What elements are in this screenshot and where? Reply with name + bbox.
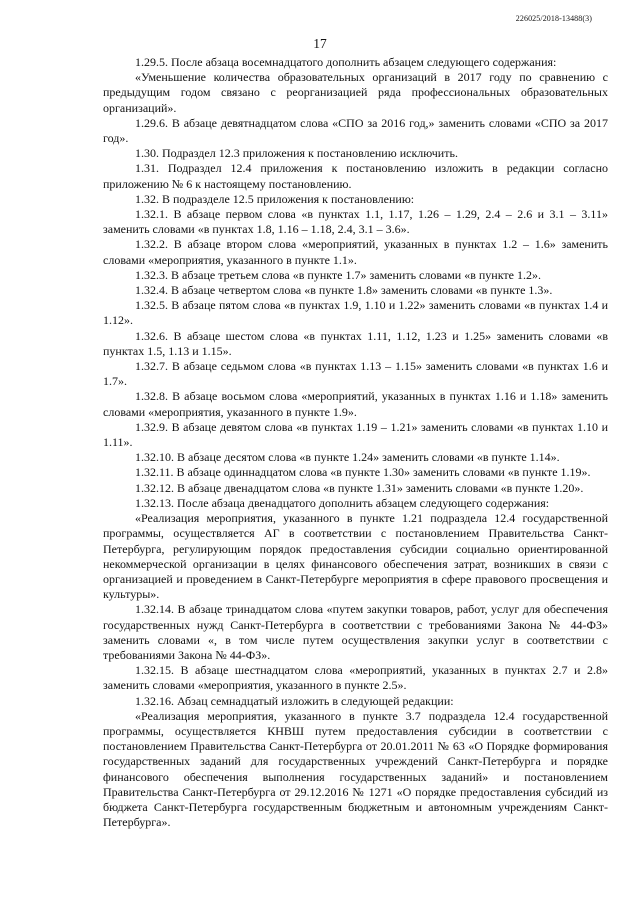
paragraph: 1.32.16. Абзац семнадцатый изложить в следующей редакции:	[135, 693, 454, 708]
paragraph: 1.32.2. В абзаце втором слова «мероприятий, указанных в пунктах 1.2 – 1.6» заменить словами «мероприятия, указанного в пункте 1.1».	[103, 237, 608, 267]
paragraph: 1.32.3. В абзаце третьем слова «в пункте 1.7» заменить словами «в пункте 1.2».	[135, 267, 541, 282]
paragraph: 1.30. Подраздел 12.3 приложения к постановлению исключить.	[135, 146, 458, 161]
paragraph: 1.32.6. В абзаце шестом слова «в пунктах 1.11, 1.12, 1.23 и 1.25» заменить словами «в пунктах 1.5, 1.13 и 1.15».	[103, 328, 608, 358]
paragraph: 1.29.5. После абзаца восемнадцатого дополнить абзацем следующего содержания:	[135, 55, 557, 69]
paragraph: 1.32.10. В абзаце десятом слова «в пункте 1.24» заменить словами «в пункте 1.14».	[135, 450, 560, 465]
paragraph: 1.32.13. После абзаца двенадцатого дополнить абзацем следующего содержания:	[135, 495, 550, 510]
paragraph: 1.32.4. В абзаце четвертом слова «в пункте 1.8» заменить словами «в пункте 1.3».	[135, 283, 553, 298]
paragraph: 1.32.5. В абзаце пятом слова «в пунктах 1.9, 1.10 и 1.22» заменить словами «в пунктах 1.4 и 1.12».	[103, 298, 608, 328]
paragraph: «Реализация мероприятия, указанного в пункте 3.7 подраздела 12.4 государственной программы, осуществляется КНВШ путем предоставления субсидии в соответствии с постановлением Правительства Санкт-Петербурга от 20.01.2011 № 63 «О Порядке формирования государственных заданий для государственных учреждений Санкт-Петербурга и порядке финансового обеспечения выполнения государственных заданий» и постановлением Правительства Санкт-Петербурга от 29.12.2016 № 1271 «О порядке предоставления субсидий из бюджета Санкт-Петербурга государственным бюджетным и автономным учреждениям Санкт-Петербурга».	[103, 708, 608, 830]
page-number: 17	[313, 36, 327, 51]
paragraph: 1.32.7. В абзаце седьмом слова «в пунктах 1.13 – 1.15» заменить словами «в пунктах 1.6 и 1.7».	[103, 359, 608, 389]
document-id: 226025/2018-13488(3)	[515, 14, 592, 23]
paragraph: 1.32.1. В абзаце первом слова «в пунктах 1.1, 1.17, 1.26 – 1.29, 2.4 – 2.6 и 3.1 – 3.11» заменить словами «в пунктах 1.8, 1.16 – 1.18, 2.4, 3.1 – 3.6».	[103, 207, 608, 237]
paragraph: 1.32.15. В абзаце шестнадцатом слова «мероприятий, указанных в пунктах 2.7 и 2.8» заменить словами «мероприятия, указанного в пункте 2.5».	[103, 663, 608, 693]
paragraph: 1.31. Подраздел 12.4 приложения к постановлению изложить в редакции согласно приложению № 6 к настоящему постановлению.	[103, 161, 608, 191]
paragraph: 1.32.11. В абзаце одиннадцатом слова «в пункте 1.30» заменить словами «в пункте 1.19».	[135, 465, 591, 480]
paragraph: 1.32.8. В абзаце восьмом слова «мероприятий, указанных в пунктах 1.16 и 1.18» заменить словами «мероприятия, указанного в пункте 1.9».	[103, 389, 608, 419]
paragraph: 1.32.12. В абзаце двенадцатом слова «в пункте 1.31» заменить словами «в пункте 1.20».	[135, 480, 584, 495]
paragraph: 1.32.14. В абзаце тринадцатом слова «путем закупки товаров, работ, услуг для обеспечения государственных нужд Санкт-Петербурга в соответствии с требованиями Закона № 44-ФЗ» заменить словами «, в том числе путем осуществления закупки услуг в соответствии с требованиями Закона № 44-ФЗ».	[103, 602, 608, 662]
paragraph: «Реализация мероприятия, указанного в пункте 1.21 подраздела 12.4 государственной программы, осуществляется АГ в соответствии с постановлением Правительства Санкт-Петербурга, регулирующим порядок предоставления субсидии социально ориентированной некоммерческой организации в целях финансового обеспечения затрат, возникших в связи с организацией и проведением в Санкт-Петербурге мероприятия в сфере правового просвещения и культуры».	[103, 511, 608, 602]
paragraph: 1.29.6. В абзаце девятнадцатом слова «СПО за 2016 год,» заменить словами «СПО за 2017 год».	[103, 115, 608, 146]
document-body	[103, 55, 608, 830]
paragraph: «Уменьшение количества образовательных организаций в 2017 году по сравнению с предыдущим годом связано с реорганизацией ряда профессиональных образовательных организаций».	[103, 70, 608, 115]
paragraph: 1.32.9. В абзаце девятом слова «в пунктах 1.19 – 1.21» заменить словами «в пунктах 1.10 и 1.11».	[103, 419, 608, 450]
paragraph: 1.32. В подразделе 12.5 приложения к постановлению:	[135, 191, 415, 206]
